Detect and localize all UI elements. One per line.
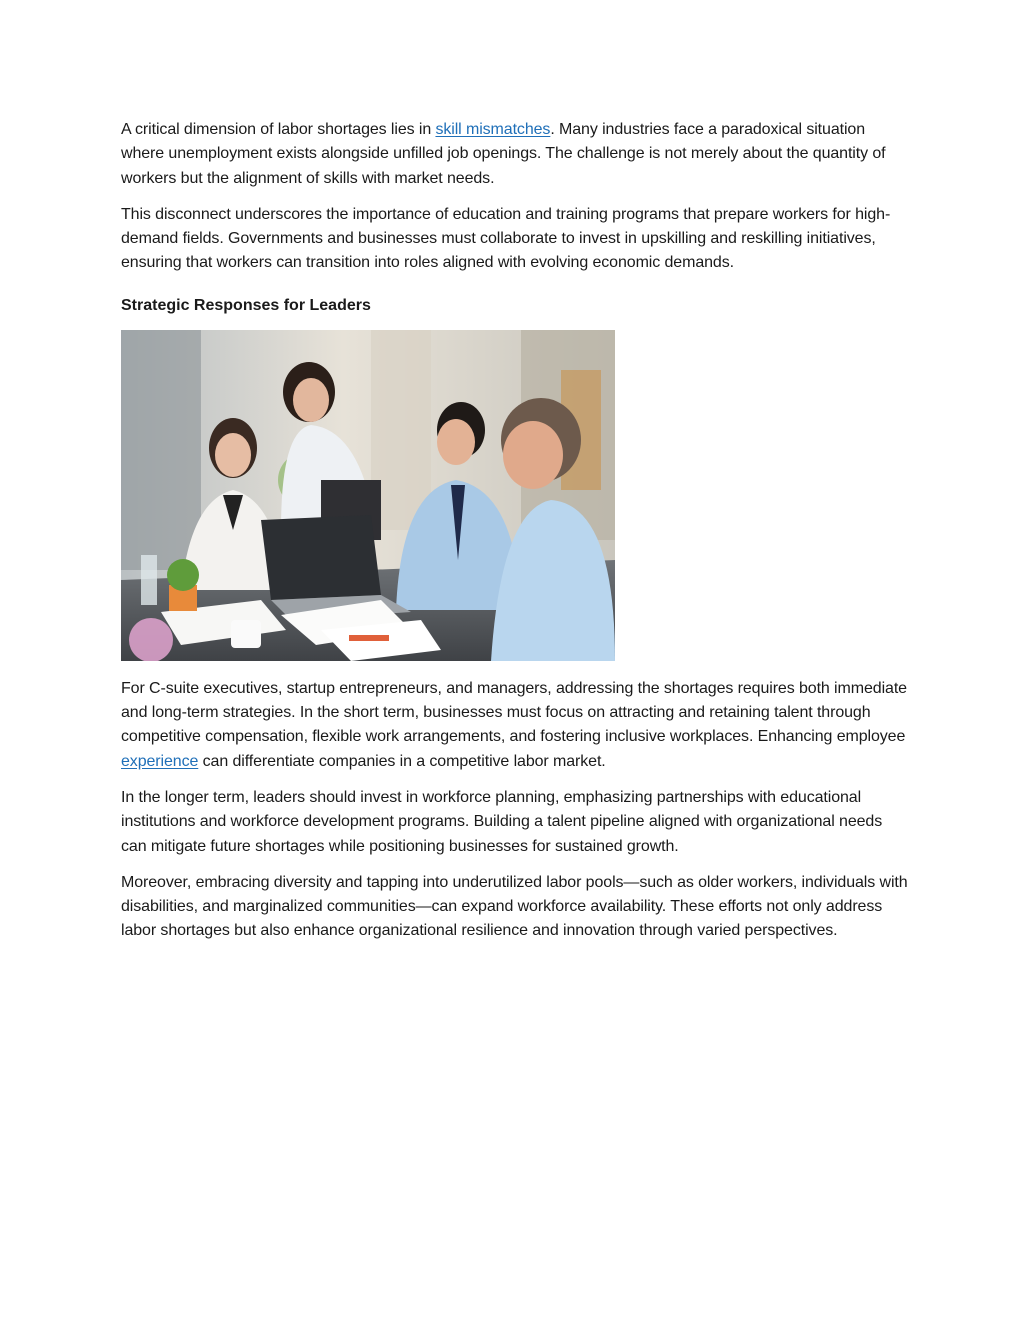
paragraph-skill-mismatches (121, 118, 911, 191)
paragraph-text: A critical dimension of labor shortages lies in (121, 121, 436, 138)
paragraph-text: can differentiate companies in a competitive labor market. (198, 752, 606, 770)
experience-link[interactable]: experience (121, 752, 199, 770)
paragraph-diversity: Moreover, embracing diversity and tapping into underutilized labor pools—such as older workers, individuals with disabilities, and marginalized communities—can expand workforce availability. These efforts not only address labor shortages but also enhance organizational resilience and innovation through varied perspectives. (121, 873, 908, 940)
paragraph-workforce-planning: In the longer term, leaders should invest in workforce planning, emphasizing partnerships with educational institutions and workforce development programs. Building a talent pipeline aligned with organizational needs can mitigate future shortages while positioning businesses for sustained growth. (121, 788, 883, 855)
office-team-meeting-photo (121, 330, 615, 661)
skill-mismatches-link[interactable]: skill mismatches (435, 121, 551, 138)
paragraph-text: For C-suite executives, startup entrepreneurs, and managers, addressing the shortages requires both immediate and long-term strategies. In the short term, businesses must focus on attracting and retaining talent through competitive compensation, flexible work arrangements, and fostering inclusive workplaces. Enhancing employee (121, 679, 907, 746)
paragraph-csuite-strategies (121, 677, 911, 774)
document-page (121, 118, 911, 956)
paragraph-education-training: This disconnect underscores the importance of education and training programs that prepare workers for high-demand fields. Governments and businesses must collaborate to invest in upskilling and reskilling initiatives, ensuring that workers can transition into roles aligned with evolving economic demands. (121, 205, 891, 272)
paragraph-text: . Many industries face a paradoxical situation where unemployment exists alongside unfilled job openings. The challenge is not merely about the quantity of workers but the alignment of skills with market needs. (121, 121, 886, 187)
section-heading: Strategic Responses for Leaders (121, 296, 371, 314)
